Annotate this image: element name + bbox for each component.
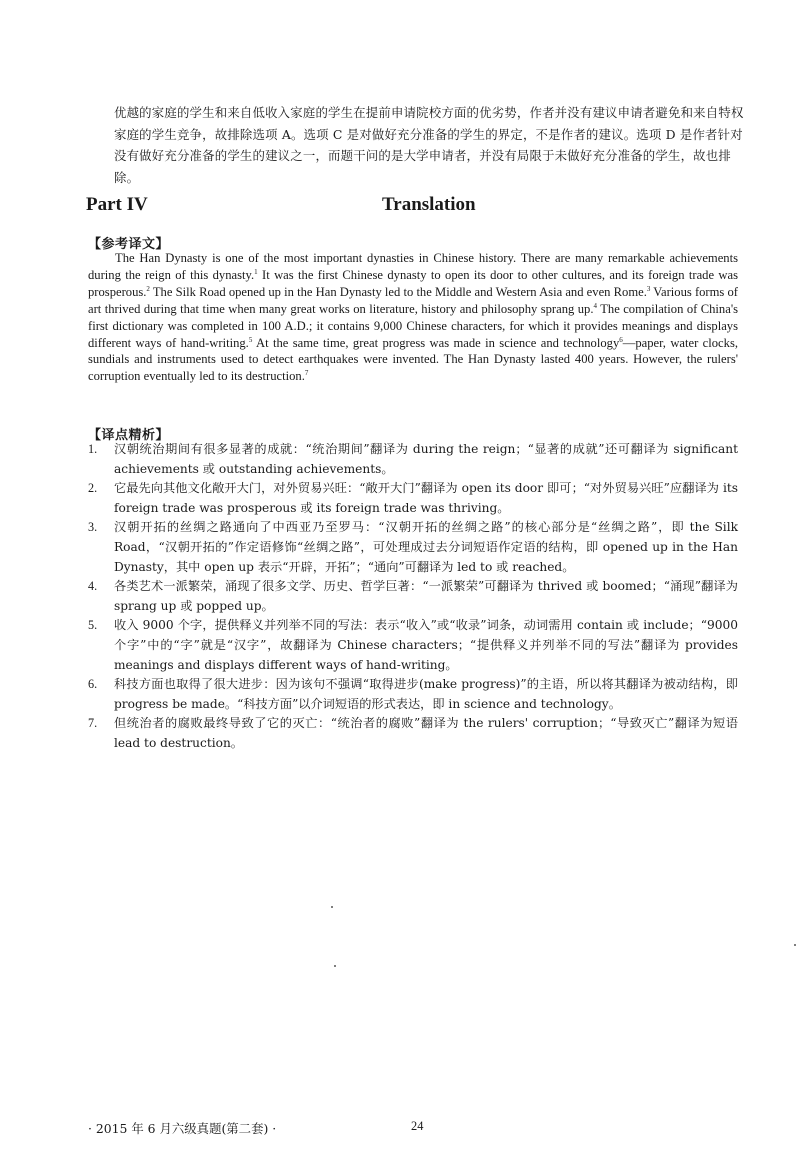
translation-sentence: The compilation of China's first dictionary was completed in 100 A.D.; it contains 9,000 Chinese characters, for which it provides meanings and displays different ways of hand-writing. xyxy=(88,301,738,350)
note-text: 收入 9000 个字，提供释义并列举不同的写法：表示“收入”或“收录”词条，动词需用 contain 或 include；“9000 个字”中的“字”就是“汉字”，故翻译为 Chinese characters；“提供释义并列举不同的写法”翻译为 provides meanings and displays different ways of hand-writing。 xyxy=(114,618,738,672)
list-item xyxy=(88,479,738,518)
intro-paragraph: 优越的家庭的学生和来自低收入家庭的学生在提前申请院校方面的优劣势，作者并没有建议申请者避免和来自特权家庭的学生竞争，故排除选项 A。选项 C 是对做好充分准备的学生的界定，不是作者的建议。选项 D 是作者针对没有做好充分准备的学生的建议之一，而题干问的是大学申请者，并没有局限于未做好充分准备的学生，故也排除。 xyxy=(114,105,744,185)
scan-speck xyxy=(331,906,333,908)
footnote-marker: 3 xyxy=(646,284,651,293)
list-item xyxy=(88,440,738,479)
note-text: 它最先向其他文化敞开大门，对外贸易兴旺：“敞开大门”翻译为 open its door 即可；“对外贸易兴旺”应翻译为 its foreign trade was prosperous 或 its foreign trade was thriving。 xyxy=(114,481,738,515)
scan-speck xyxy=(334,965,336,967)
footnote-marker: 6 xyxy=(619,335,623,344)
translation-sentence: The Silk Road opened up in the Han Dynasty led to the Middle and Western Asia and even Rome. xyxy=(149,284,647,299)
section-title: Translation xyxy=(382,194,476,215)
note-number: 3. xyxy=(88,520,98,535)
note-number: 7. xyxy=(88,716,98,731)
translation-sentence: The Han Dynasty is one of the most important dynasties in Chinese history. There are many remarkable achievements during the reign of this dynasty. xyxy=(88,251,738,282)
footnote-marker: 1 xyxy=(254,267,258,276)
list-item xyxy=(88,518,738,577)
reference-translation xyxy=(88,250,738,385)
note-text: 汉朝统治期间有很多显著的成就：“统治期间”翻译为 during the reign；“显著的成就”还可翻译为 significant achievements 或 outstanding achievements。 xyxy=(114,442,738,476)
footnote-marker: 2 xyxy=(146,284,150,293)
note-number: 5. xyxy=(88,618,98,633)
list-item xyxy=(88,675,738,714)
note-text: 汉朝开拓的丝绸之路通向了中西亚乃至罗马：“汉朝开拓的丝绸之路”的核心部分是“丝绸之路”，即 the Silk Road，“汉朝开拓的”作定语修饰“丝绸之路”，可处理成过去分词短语作定语的结构，即 opened up in the Han Dynasty，其中 open up 表示“开辟，开拓”；“通向”可翻译为 led to 或 reached。 xyxy=(114,520,738,574)
part-label: Part IV xyxy=(86,194,148,215)
translation-sentence: —paper, water clocks, sundials and instruments used to detect earthquakes were invented. The Han Dynasty lasted 400 years. However, the rulers' corruption eventually led to its destruction. xyxy=(88,335,738,384)
translation-sentence: Various forms of art thrived during that time when many great works on literature, history and philosophy sprang up. xyxy=(88,284,738,316)
list-item xyxy=(88,714,738,753)
page-number: 24 xyxy=(411,1119,424,1133)
footer-source: · 2015 年 6 月六级真题(第二套) · xyxy=(88,1121,277,1136)
note-text: 但统治者的腐败最终导致了它的灭亡：“统治者的腐败”翻译为 the rulers' corruption；“导致灭亡”翻译为短语 lead to destruction。 xyxy=(114,716,738,750)
translation-notes-list xyxy=(88,440,738,754)
note-number: 1. xyxy=(88,442,98,456)
footnote-marker: 7 xyxy=(304,369,309,378)
note-text: 各类艺术一派繁荣，涌现了很多文学、历史、哲学巨著：“一派繁荣”可翻译为 thrived 或 boomed；“涌现”翻译为 sprang up 或 popped up。 xyxy=(114,579,738,613)
note-text: 科技方面也取得了很大进步：因为该句不强调“取得进步(make progress)”的主语，所以将其翻译为被动结构，即 progress be made。“科技方面”以介词短语的形式表达，即 in science and technology。 xyxy=(114,677,738,711)
translation-notes-heading: 【译点精析】 xyxy=(88,428,170,443)
list-item xyxy=(88,577,738,616)
translation-sentence: At the same time, great progress was made in science and technology xyxy=(252,335,620,350)
list-item xyxy=(88,616,738,675)
footnote-marker: 4 xyxy=(593,301,597,310)
translation-sentence: It was the first Chinese dynasty to open its door to other cultures, and its foreign trade was prosperous. xyxy=(88,267,739,299)
note-number: 4. xyxy=(88,579,98,594)
reference-translation-heading: 【参考译文】 xyxy=(88,237,170,252)
footnote-marker: 5 xyxy=(248,335,253,344)
note-number: 2. xyxy=(88,481,98,496)
scan-speck xyxy=(794,944,796,946)
note-number: 6. xyxy=(88,677,98,692)
